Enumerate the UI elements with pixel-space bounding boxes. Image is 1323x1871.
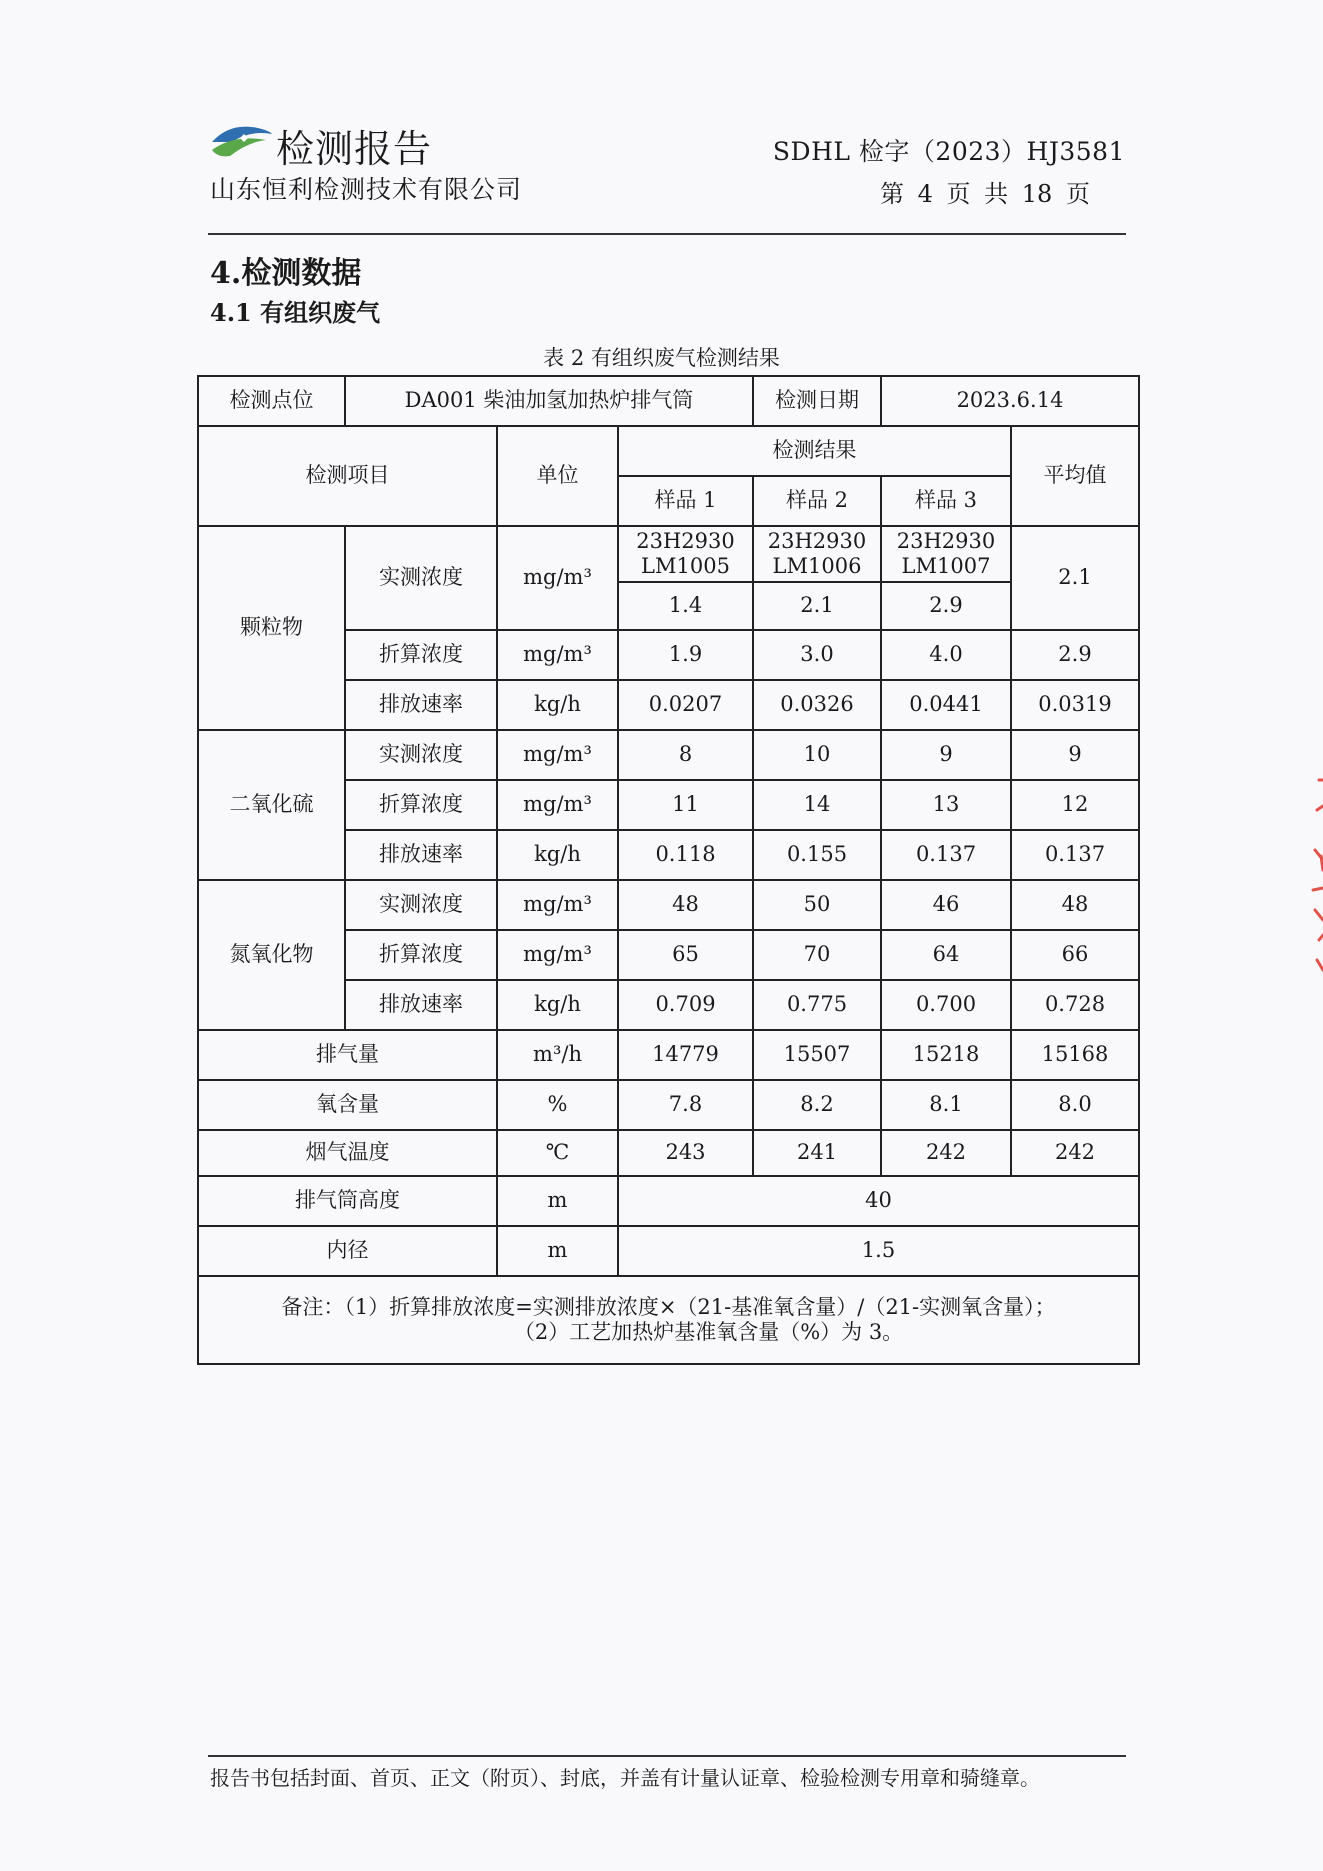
unit-cell: mg/m³ (497, 880, 618, 930)
param-name: 氧含量 (198, 1080, 497, 1130)
point-value: DA001 柴油加氢加热炉排气筒 (345, 376, 753, 426)
date-value: 2023.6.14 (881, 376, 1139, 426)
value-cell: 7.8 (618, 1080, 753, 1130)
value-cell: 243 (618, 1130, 753, 1176)
table-row (198, 1080, 1139, 1130)
date-label: 检测日期 (753, 376, 881, 426)
sample-id: 23H2930 LM1005 (618, 526, 753, 582)
table-caption: 表 2 有组织废气检测结果 (543, 346, 780, 370)
param-name: 实测浓度 (345, 730, 497, 780)
value-cell: 3.0 (753, 630, 881, 680)
average-cell: 48 (1011, 880, 1139, 930)
value-cell: 0.118 (618, 830, 753, 880)
value-cell: 241 (753, 1130, 881, 1176)
unit-cell: m³/h (497, 1030, 618, 1080)
col-header-results: 检测结果 (618, 426, 1011, 476)
unit-cell: m (497, 1226, 618, 1276)
value-cell: 2.9 (881, 582, 1011, 630)
page-number: 第 4 页 共 18 页 (880, 180, 1090, 208)
col-header-item: 检测项目 (198, 426, 497, 526)
value-cell: 0.775 (753, 980, 881, 1030)
param-name: 折算浓度 (345, 930, 497, 980)
param-name: 排放速率 (345, 980, 497, 1030)
table-row (198, 730, 1139, 780)
section-title: 4.检测数据 (210, 256, 362, 291)
results-table (197, 375, 1140, 1365)
unit-cell: mg/m³ (497, 526, 618, 630)
param-name: 实测浓度 (345, 526, 497, 630)
average-cell: 12 (1011, 780, 1139, 830)
value-cell: 0.0326 (753, 680, 881, 730)
value-cell: 11 (618, 780, 753, 830)
table-row (198, 376, 1139, 426)
value-cell: 0.155 (753, 830, 881, 880)
average-cell: 0.137 (1011, 830, 1139, 880)
section-subtitle: 4.1 有组织废气 (210, 298, 381, 327)
table-row (198, 1276, 1139, 1364)
average-cell: 242 (1011, 1130, 1139, 1176)
value-cell: 48 (618, 880, 753, 930)
average-cell: 8.0 (1011, 1080, 1139, 1130)
unit-cell: mg/m³ (497, 780, 618, 830)
value-cell: 14779 (618, 1030, 753, 1080)
value-cell: 1.9 (618, 630, 753, 680)
sample-id: 23H2930 LM1007 (881, 526, 1011, 582)
footer-text: 报告书包括封面、首页、正文（附页）、封底，并盖有计量认证章、检验检测专用章和骑缝章。 (210, 1766, 1040, 1790)
pollutant-name: 二氧化硫 (198, 730, 345, 880)
value-cell: 65 (618, 930, 753, 980)
value-cell: 9 (881, 730, 1011, 780)
param-name: 折算浓度 (345, 780, 497, 830)
value-cell: 70 (753, 930, 881, 980)
brand-title: 检测报告 (276, 127, 433, 171)
unit-cell: % (497, 1080, 618, 1130)
value-cell: 4.0 (881, 630, 1011, 680)
report-number: SDHL 检字（2023）HJ3581 (772, 137, 1125, 166)
header-divider (208, 233, 1126, 235)
average-cell: 9 (1011, 730, 1139, 780)
value-cell: 0.709 (618, 980, 753, 1030)
pollutant-name: 颗粒物 (198, 526, 345, 730)
table-row (198, 1226, 1139, 1276)
param-name: 折算浓度 (345, 630, 497, 680)
value-cell: 8 (618, 730, 753, 780)
table-row (198, 1030, 1139, 1080)
average-cell: 66 (1011, 930, 1139, 980)
param-name: 烟气温度 (198, 1130, 497, 1176)
value-cell: 8.2 (753, 1080, 881, 1130)
unit-cell: ℃ (497, 1130, 618, 1176)
unit-cell: mg/m³ (497, 930, 618, 980)
seal-stamp-fragment-icon (1309, 770, 1323, 990)
value-cell: 10 (753, 730, 881, 780)
average-cell: 0.728 (1011, 980, 1139, 1030)
unit-cell: kg/h (497, 980, 618, 1030)
value-cell: 15507 (753, 1030, 881, 1080)
unit-cell: m (497, 1176, 618, 1226)
value-cell: 64 (881, 930, 1011, 980)
sample-id: 23H2930 LM1006 (753, 526, 881, 582)
average-cell: 15168 (1011, 1030, 1139, 1080)
table-row (198, 1176, 1139, 1226)
param-name: 排气筒高度 (198, 1176, 497, 1226)
sample-header: 样品 2 (753, 476, 881, 526)
table-row (198, 526, 1139, 582)
param-name: 排放速率 (345, 680, 497, 730)
note-line: （2）工艺加热炉基准氧含量（%）为 3。 (513, 1320, 904, 1344)
value-cell: 8.1 (881, 1080, 1011, 1130)
param-name: 排气量 (198, 1030, 497, 1080)
param-name: 实测浓度 (345, 880, 497, 930)
value-cell: 46 (881, 880, 1011, 930)
value-cell: 242 (881, 1130, 1011, 1176)
unit-cell: kg/h (497, 680, 618, 730)
average-cell: 2.9 (1011, 630, 1139, 680)
company-logo-icon (210, 120, 274, 160)
average-cell: 0.0319 (1011, 680, 1139, 730)
unit-cell: mg/m³ (497, 630, 618, 680)
param-name: 内径 (198, 1226, 497, 1276)
value-cell: 1.4 (618, 582, 753, 630)
value-cell: 0.0441 (881, 680, 1011, 730)
value-cell: 50 (753, 880, 881, 930)
average-cell: 2.1 (1011, 526, 1139, 630)
value-cell: 0.137 (881, 830, 1011, 880)
sample-header: 样品 1 (618, 476, 753, 526)
company-name: 山东恒利检测技术有限公司 (210, 175, 523, 204)
value-cell: 15218 (881, 1030, 1011, 1080)
value-cell: 2.1 (753, 582, 881, 630)
value-cell: 0.700 (881, 980, 1011, 1030)
value-cell: 1.5 (618, 1226, 1139, 1276)
value-cell: 40 (618, 1176, 1139, 1226)
table-row (198, 426, 1139, 476)
col-header-unit: 单位 (497, 426, 618, 526)
value-cell: 14 (753, 780, 881, 830)
footer-divider (208, 1755, 1126, 1757)
table-row (198, 880, 1139, 930)
notes-cell (198, 1276, 1139, 1364)
col-header-average: 平均值 (1011, 426, 1139, 526)
value-cell: 0.0207 (618, 680, 753, 730)
point-label: 检测点位 (198, 376, 345, 426)
note-line: 备注：（1）折算排放浓度=实测排放浓度×（21-基准氧含量）/（21-实测氧含量）； (281, 1294, 1056, 1319)
unit-cell: kg/h (497, 830, 618, 880)
table-row (198, 1130, 1139, 1176)
value-cell: 13 (881, 780, 1011, 830)
pollutant-name: 氮氧化物 (198, 880, 345, 1030)
unit-cell: mg/m³ (497, 730, 618, 780)
param-name: 排放速率 (345, 830, 497, 880)
sample-header: 样品 3 (881, 476, 1011, 526)
